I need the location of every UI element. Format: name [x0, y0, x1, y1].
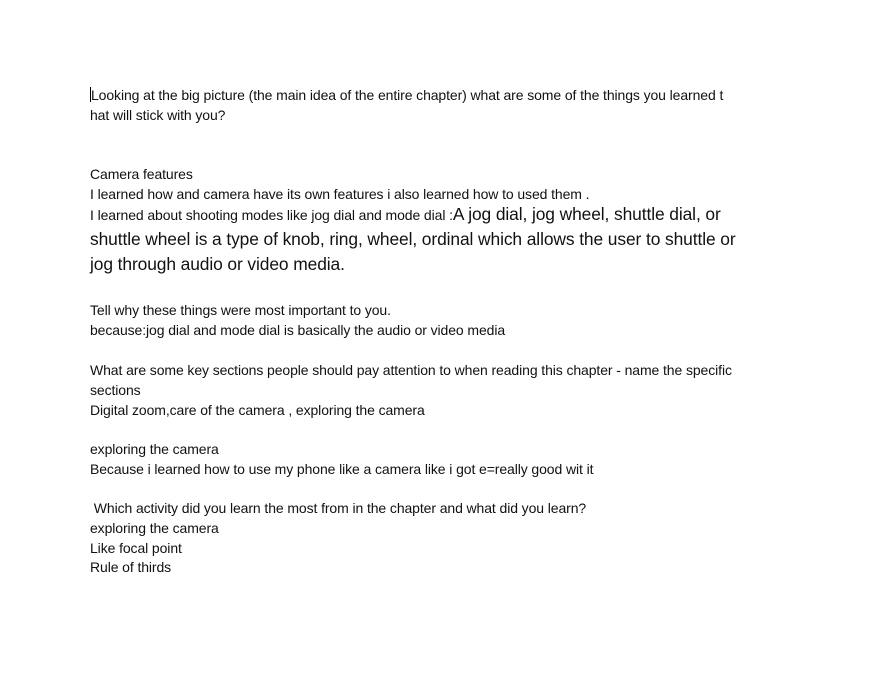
question-4	[90, 499, 790, 578]
question-3-line-2: sections	[90, 381, 141, 398]
answer-1-line-1: I learned how and camera have its own features i also learned how to used them .	[90, 185, 590, 202]
answer-4-line-1: exploring the camera	[90, 519, 219, 536]
question-1-line-1[interactable]	[90, 86, 790, 106]
answer-2-line-1: because:jog dial and mode dial is basically the audio or video media	[90, 321, 506, 338]
question-1-text-1: Looking at the big picture (the main idea of the entire chapter) what are some of the things you learned t	[91, 87, 724, 103]
answer-1	[90, 165, 790, 205]
answer-1-heading: Camera features	[90, 166, 193, 182]
question-1	[90, 86, 790, 126]
answer-4-line-2: Like focal point	[90, 539, 182, 556]
answer-3b-line-1: exploring the camera	[90, 441, 219, 457]
question-3-line-1: What are some key sections people should pay attention to when reading this chapter - name the specific	[90, 362, 732, 378]
answer-1-definition	[90, 202, 790, 277]
answer-3b-line-2: Because i learned how to use my phone like a camera like i got e=really good wit it	[90, 460, 594, 477]
answer-1-line-4: jog through audio or video media.	[90, 254, 345, 274]
question-2	[90, 301, 790, 341]
answer-1-line-3: shuttle wheel is a type of knob, ring, wheel, ordinal which allows the user to shuttle or	[90, 229, 736, 249]
answer-1-line-2-small: I learned about shooting modes like jog dial and mode dial :	[90, 207, 453, 223]
question-2-line-1: Tell why these things were most important to you.	[90, 302, 391, 318]
answer-4-line-3: Rule of thirds	[90, 559, 172, 576]
question-1-line-2: hat will stick with you?	[90, 106, 226, 123]
answer-1-line-2	[90, 202, 790, 227]
answer-3b	[90, 440, 790, 480]
answer-1-line-2-big: A jog dial, jog wheel, shuttle dial, or	[452, 204, 721, 224]
question-3	[90, 361, 790, 420]
question-4-line-1: Which activity did you learn the most from in the chapter and what did you learn?	[90, 500, 587, 516]
answer-3-line-1: Digital zoom,care of the camera , exploring the camera	[90, 401, 425, 418]
